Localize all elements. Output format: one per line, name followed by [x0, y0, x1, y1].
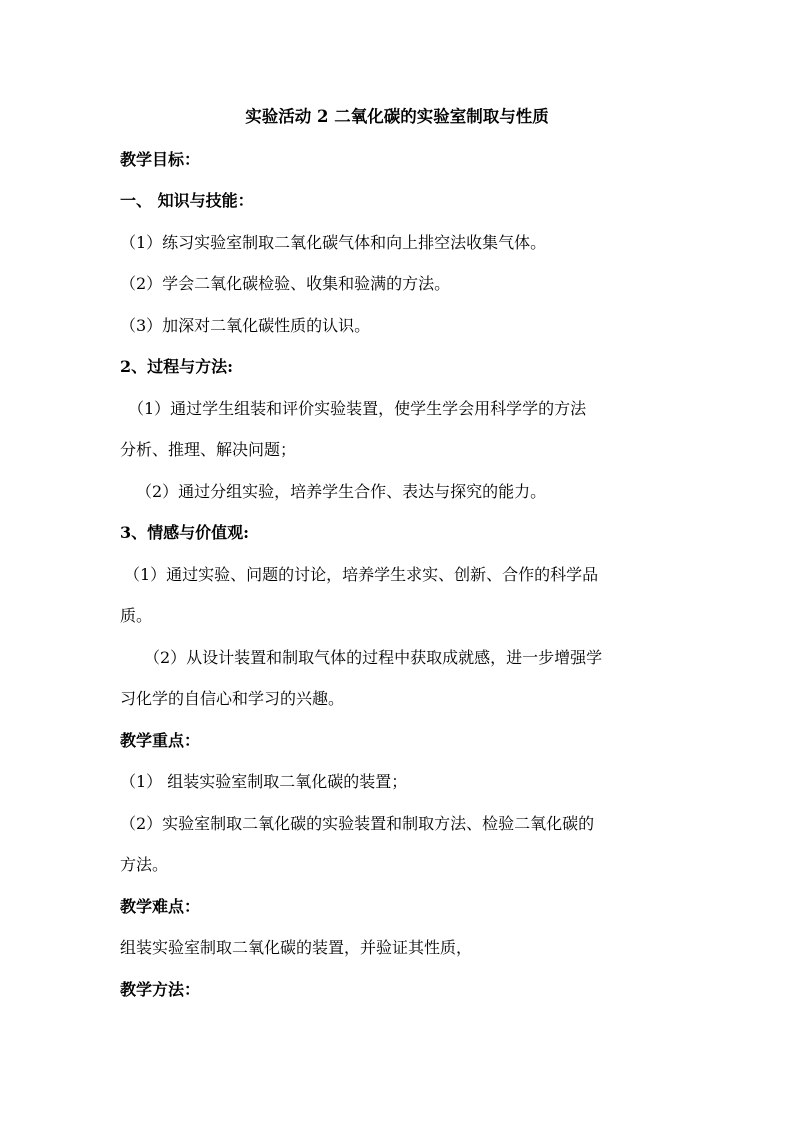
list-item: （1）练习实验室制取二氧化碳气体和向上排空法收集气体。 [120, 233, 547, 252]
heading-teaching-difficulties: 教学难点： [120, 897, 201, 916]
paragraph: （1）通过学生组装和评价实验装置，使学生学会用科学学的方法 [128, 399, 587, 418]
list-item: （1） 组装实验室制取二氧化碳的装置； [120, 772, 408, 791]
paragraph: 习化学的自信心和学习的兴趣。 [120, 689, 345, 708]
heading-teaching-objectives: 教学目标： [120, 150, 201, 169]
heading-emotion-values: 3、情感与价值观: [120, 523, 250, 542]
list-item: （2）学会二氧化碳检验、收集和验满的方法。 [120, 274, 451, 293]
paragraph: 组装实验室制取二氧化碳的装置，并验证其性质， [120, 938, 473, 957]
paragraph: 质。 [120, 606, 153, 625]
list-item: （3）加深对二氧化碳性质的认识。 [120, 316, 371, 335]
paragraph: （2）从设计装置和制取气体的过程中获取成就感，进一步增强学 [144, 648, 603, 667]
paragraph: 分析、推理、解决问题； [120, 440, 297, 459]
heading-teaching-methods: 教学方法： [120, 980, 201, 999]
document-title: 实验活动 2 二氧化碳的实验室制取与性质 [245, 107, 549, 126]
paragraph: （2）通过分组实验，培养学生合作、表达与探究的能力。 [136, 482, 547, 501]
heading-knowledge-skills: 一、 知识与技能： [120, 191, 254, 210]
paragraph: （1）通过实验、问题的讨论，培养学生求实、创新、合作的科学品 [124, 565, 599, 584]
list-item: （2）实验室制取二氧化碳的实验装置和制取方法、检验二氧化碳的 [120, 814, 595, 833]
heading-teaching-key-points: 教学重点： [120, 731, 201, 750]
paragraph: 方法。 [120, 855, 169, 874]
heading-process-method: 2、过程与方法: [120, 357, 234, 376]
